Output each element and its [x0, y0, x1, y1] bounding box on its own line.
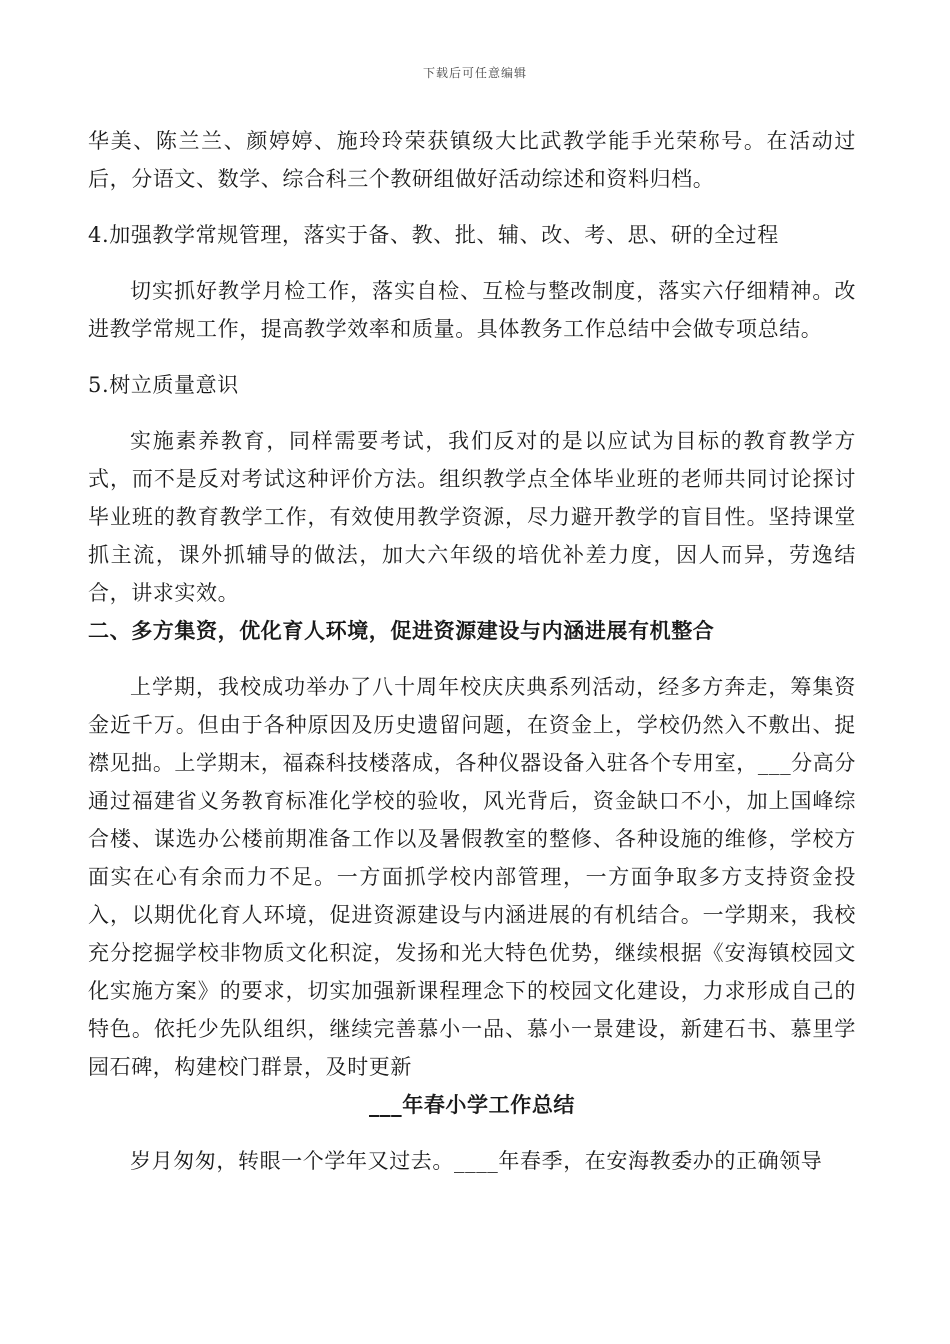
item-4-title: 4.加强教学常规管理，落实于备、教、批、辅、改、考、思、研的全过程	[88, 223, 779, 247]
item-4-text: 切实抓好教学月检工作，落实自检、互检与整改制度，落实六仔细精神。改进教学常规工作，提高教学效率和质量。具体教务工作总结中会做专项总结。	[88, 279, 856, 341]
item-5-text: 实施素养教育，同样需要考试，我们反对的是以应试为目标的教育教学方式，而不是反对考试这种评价方法。组织教学点全体毕业班的老师共同讨论探讨毕业班的教育教学工作，有效使用教学资源，尽力避开教学的盲目性。坚持课堂抓主流，课外抓辅导的做法，加大六年级的培优补差力度，因人而异，劳逸结合，讲求实效。	[88, 429, 856, 605]
document-2-intro: 岁月匆匆，转眼一个学年又过去。____年春季，在安海教委办的正确领导	[130, 1149, 823, 1173]
section-2-heading: 二、多方集资，优化育人环境，促进资源建设与内涵进展有机整合	[88, 618, 715, 643]
paragraph-awards: 华美、陈兰兰、颜婷婷、施玲玲荣获镇级大比武教学能手光荣称号。在活动过后，分语文、数学、综合科三个教研组做好活动综述和资料归档。	[88, 129, 856, 191]
item-5-title: 5.树立质量意识	[88, 373, 239, 397]
document-2-title: ___年春小学工作总结	[368, 1092, 576, 1117]
document-body	[88, 122, 856, 1180]
header-note: 下载后可任意编辑	[422, 66, 527, 80]
section-2-text: 上学期，我校成功举办了八十周年校庆庆典系列活动，经多方奔走，筹集资金近千万。但由于各种原因及历史遗留问题，在资金上，学校仍然入不敷出、捉襟见拙。上学期末，福森科技楼落成，各种仪器设备入驻各个专用室，___分高分通过福建省义务教育标准化学校的验收，风光背后，资金缺口不小，加上国峰综合楼、谋选办公楼前期准备工作以及暑假教室的整修、各种设施的维修，学校方面实在心有余而力不足。一方面抓学校内部管理，一方面争取多方支持资金投入，以期优化育人环境，促进资源建设与内涵进展的有机结合。一学期来，我校充分挖掘学校非物质文化积淀，发扬和光大特色优势，继续根据《安海镇校园文化实施方案》的要求，切实加强新课程理念下的校园文化建设，力求形成自己的特色。依托少先队组织，继续完善慕小一品、慕小一景建设，新建石书、慕里学园石碑，构建校门群景，及时更新	[88, 675, 856, 1079]
